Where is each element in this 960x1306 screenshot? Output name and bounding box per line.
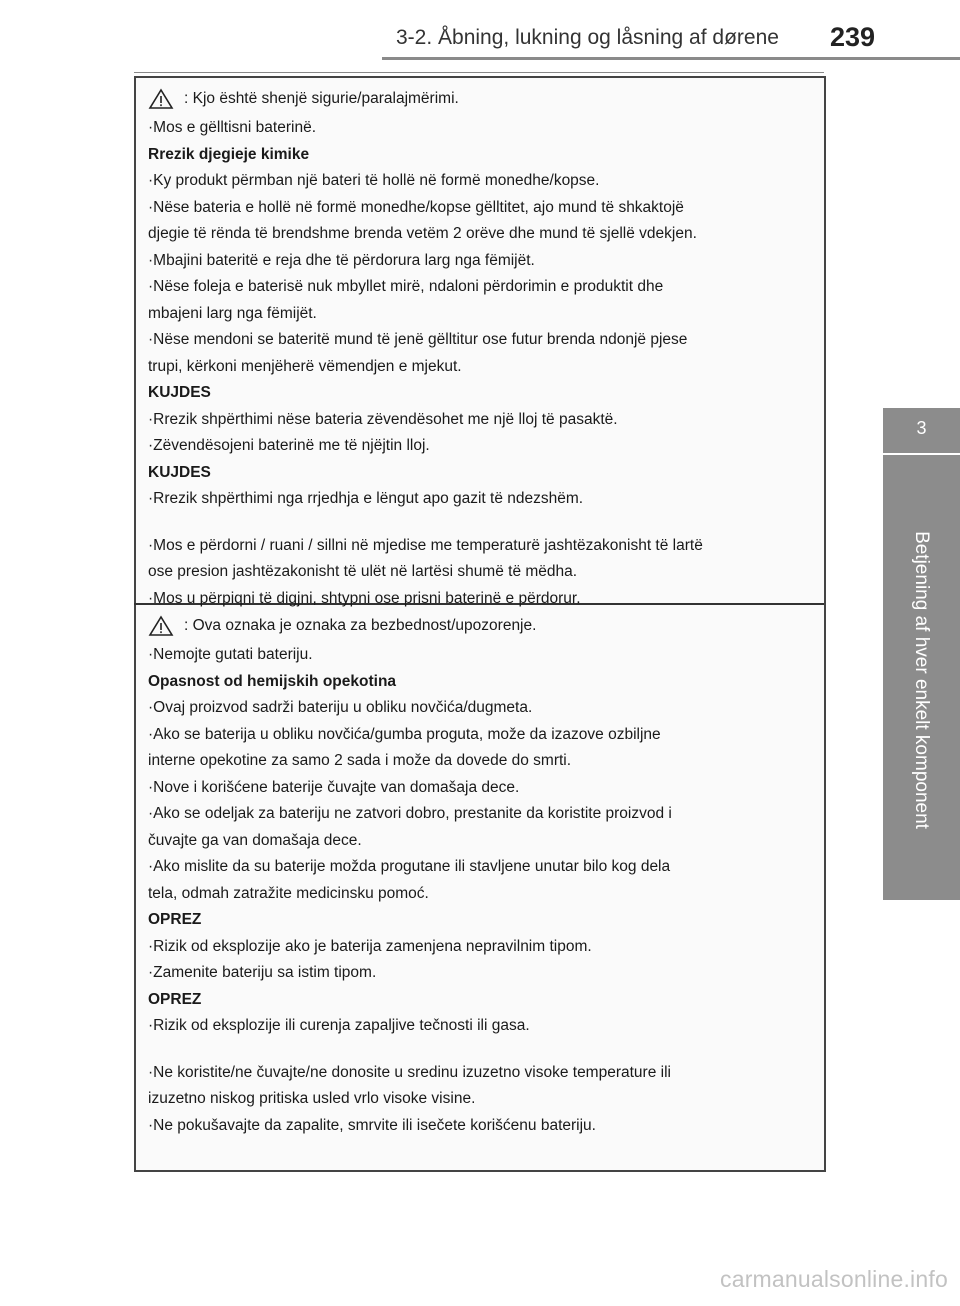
document-line: ·Nemojte gutati bateriju.	[148, 646, 313, 664]
warning-text: : Kjo është shenjë sigurie/paralajmërimi.	[184, 90, 459, 107]
document-line: ·Ako mislite da su baterije možda progutane ili stavljene unutar bilo kog dela	[148, 858, 671, 876]
document-line: izuzetno niskog pritiska usled vrlo visoke visine.	[148, 1090, 476, 1108]
document-line: ·Zëvendësojeni baterinë me të njëjtin lloj.	[148, 437, 430, 455]
document-line: ·Ovaj proizvod sadrži bateriju u obliku novčića/dugmeta.	[148, 699, 533, 717]
page-number: 239	[830, 22, 876, 52]
document-line: ·Nëse bateria e hollë në formë monedhe/kopse gëlltitet, ajo mund të shkaktojë	[148, 198, 684, 216]
document-line: ·Nëse mendoni se bateritë mund të jenë gëlltitur ose futur brenda ndonjë pjese	[148, 331, 688, 349]
document-line: ·Rizik od eksplozije ili curenja zapaljive tečnosti ili gasa.	[148, 1017, 530, 1035]
document-line: ·Rrezik shpërthimi nga rrjedhja e lëngut apo gazit të ndezshëm.	[148, 490, 584, 508]
document-line: mbajeni larg nga fëmijët.	[148, 304, 317, 322]
side-tab-divider	[883, 453, 960, 455]
warning-header-line	[148, 86, 459, 113]
document-heading: Rrezik djegieje kimike	[148, 145, 310, 163]
document-line: ·Zamenite bateriju sa istim tipom.	[148, 964, 377, 982]
warning-header-line	[148, 613, 536, 640]
document-line: ·Mos e gëlltisni baterinë.	[148, 119, 316, 137]
caution-heading: KUJDES	[148, 384, 211, 402]
document-line: ·Ako se baterija u obliku novčića/gumba proguta, može da izazove ozbiljne	[148, 725, 661, 743]
warning-triangle-icon	[148, 615, 174, 637]
header-rule	[382, 57, 960, 60]
caution-heading: OPREZ	[148, 990, 202, 1008]
caution-heading: OPREZ	[148, 911, 202, 929]
document-line: ·Mbajini bateritë e reja dhe të përdorura larg nga fëmijët.	[148, 251, 535, 269]
document-line: trupi, kërkoni menjëherë vëmendjen e mjekut.	[148, 357, 462, 375]
document-line: ·Ne koristite/ne čuvajte/ne donosite u sredinu izuzetno visoke temperature ili	[148, 1063, 671, 1081]
serbian-warning-section	[148, 613, 808, 1139]
document-line: ose presion jashtëzakonisht të ulët në lartësi shumë të mëdha.	[148, 563, 578, 581]
document-line: ·Rizik od eksplozije ako je baterija zamenjena nepravilnim tipom.	[148, 937, 592, 955]
chapter-label: Betjening af hver enkelt komponent	[911, 531, 932, 829]
document-line: tela, odmah zatražite medicinsku pomoć.	[148, 884, 429, 902]
document-line: ·Mos u përpiqni të digjni, shtypni ose prisni baterinë e përdorur.	[148, 589, 581, 607]
document-line: ·Ne pokušavajte da zapalite, smrvite ili isečete korišćenu bateriju.	[148, 1116, 596, 1134]
document-top-rule	[134, 72, 824, 73]
chapter-number: 3	[916, 418, 927, 438]
page-header	[0, 0, 960, 60]
document-line: interne opekotine za samo 2 sada i može da dovede do smrti.	[148, 752, 572, 770]
document-line: ·Nove i korišćene baterije čuvajte van domašaja dece.	[148, 778, 520, 796]
document-heading: Opasnost od hemijskih opekotina	[148, 672, 397, 690]
document-line: ·Ako se odeljak za bateriju ne zatvori dobro, prestanite da koristite proizvod i	[148, 805, 672, 823]
document-line: ·Nëse foleja e baterisë nuk mbyllet mirë, ndaloni përdorimin e produktit dhe	[148, 278, 664, 296]
document-line: čuvajte ga van domašaja dece.	[148, 831, 362, 849]
albanian-warning-section	[148, 86, 808, 612]
document-line: djegie të rënda të brendshme brenda vetëm 2 orëve dhe mund të sjellë vdekjen.	[148, 225, 697, 243]
warning-text: : Ova oznaka je oznaka za bezbednost/upozorenje.	[184, 617, 537, 634]
document-line: ·Rrezik shpërthimi nëse bateria zëvendësohet me një lloj të pasaktë.	[148, 410, 618, 428]
document-line: ·Mos e përdorni / ruani / sillni në mjedise me temperaturë jashtëzakonisht të lartë	[148, 536, 703, 554]
caution-heading: KUJDES	[148, 463, 211, 481]
document-line: ·Ky produkt përmban një bateri të hollë në formë monedhe/kopse.	[148, 172, 600, 190]
site-watermark: carmanualsonline.info	[720, 1266, 948, 1292]
warning-triangle-icon	[148, 88, 174, 110]
section-title: 3-2. Åbning, lukning og låsning af dørene	[396, 26, 779, 49]
